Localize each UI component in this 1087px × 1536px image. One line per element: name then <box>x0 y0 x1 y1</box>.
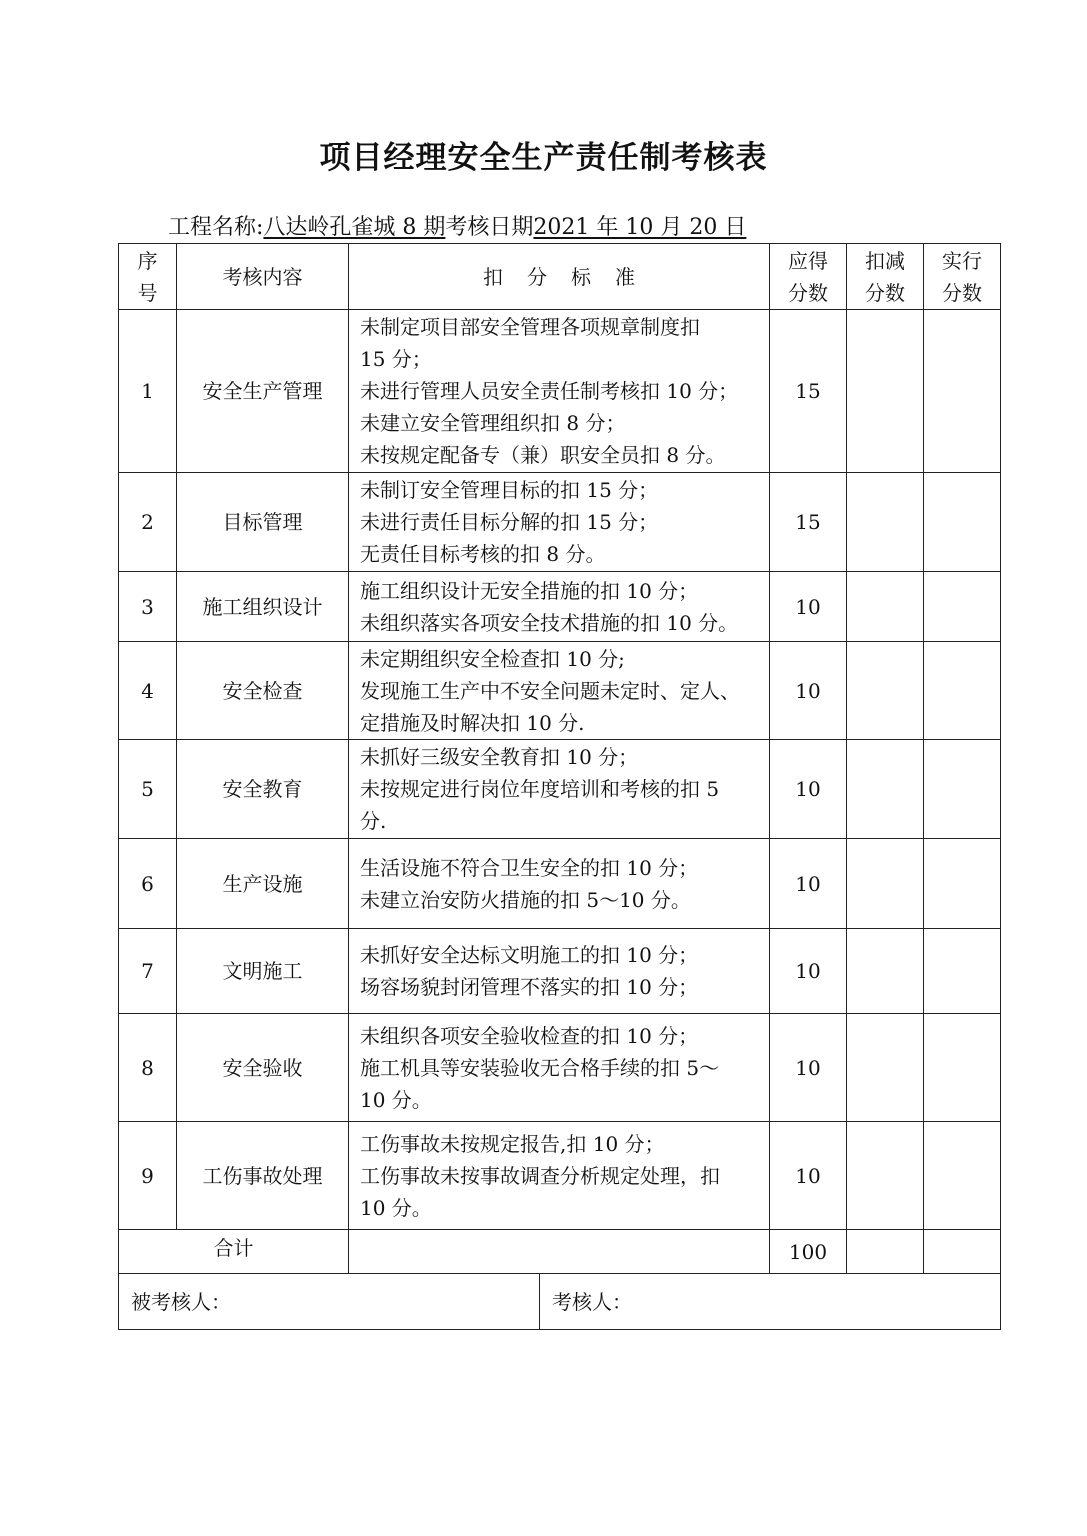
row-due-points: 10 <box>770 642 847 740</box>
signature-row <box>119 1274 1001 1330</box>
date-value: 2021 年 10 月 20 日 <box>533 215 747 240</box>
row-criteria <box>349 839 770 929</box>
row-due-points: 10 <box>770 929 847 1014</box>
total-points: 100 <box>770 1230 847 1274</box>
assessment-table <box>118 243 1001 1330</box>
row-seq: 5 <box>119 740 177 839</box>
row-actual-points <box>924 473 1001 572</box>
table-row <box>119 740 1001 839</box>
criteria-line: 发现施工生产中不安全问题未定时、定人、 <box>360 678 740 703</box>
table-row <box>119 310 1001 473</box>
table-row <box>119 572 1001 642</box>
criteria-line: 生活设施不符合卫生安全的扣 10 分； <box>360 855 699 880</box>
project-name: 八达岭孔雀城 8 期 <box>263 215 446 240</box>
row-seq: 6 <box>119 839 177 929</box>
table-row <box>119 642 1001 740</box>
criteria-line: 未制订安全管理目标的扣 15 分； <box>360 478 659 502</box>
table-row <box>119 1014 1001 1122</box>
row-content: 目标管理 <box>177 473 349 572</box>
criteria-line: 定措施及时解决扣 10 分. <box>360 710 585 735</box>
row-criteria <box>349 642 770 740</box>
criteria-line: 未建立安全管理组织扣 8 分； <box>360 411 626 435</box>
row-actual-points <box>924 572 1001 642</box>
total-label: 合计 <box>119 1230 349 1274</box>
header-due-points: 应得 分数 <box>770 244 847 310</box>
row-actual-points <box>924 1014 1001 1122</box>
criteria-line: 未按规定配备专（兼）职安全员扣 8 分。 <box>360 443 726 467</box>
row-criteria <box>349 473 770 572</box>
project-meta <box>168 210 746 241</box>
criteria-line: 未组织各项安全验收检查的扣 10 分； <box>360 1023 699 1048</box>
row-actual-points <box>924 1122 1001 1230</box>
criteria-line: 施工机具等安装验收无合格手续的扣 5～ <box>360 1055 720 1080</box>
total-actual-cell <box>924 1230 1001 1274</box>
row-deducted-points <box>847 642 924 740</box>
row-content: 文明施工 <box>177 929 349 1014</box>
criteria-line: 未按规定进行岗位年度培训和考核的扣 5 <box>360 777 720 801</box>
header-actual-points: 实行 分数 <box>924 244 1001 310</box>
total-standard-cell <box>349 1230 770 1274</box>
criteria-line: 未进行管理人员安全责任制考核扣 10 分； <box>360 379 739 403</box>
row-deducted-points <box>847 929 924 1014</box>
row-criteria <box>349 929 770 1014</box>
header-deducted-points: 扣减 分数 <box>847 244 924 310</box>
row-seq: 9 <box>119 1122 177 1230</box>
row-content: 安全教育 <box>177 740 349 839</box>
row-criteria <box>349 1014 770 1122</box>
project-label: 工程名称: <box>168 215 264 240</box>
row-due-points: 15 <box>770 310 847 473</box>
row-content: 安全生产管理 <box>177 310 349 473</box>
criteria-line: 未组织落实各项安全技术措施的扣 10 分。 <box>360 610 739 635</box>
row-content: 生产设施 <box>177 839 349 929</box>
criteria-line: 无责任目标考核的扣 8 分。 <box>360 542 606 566</box>
table-row <box>119 839 1001 929</box>
row-deducted-points <box>847 740 924 839</box>
total-deducted-cell <box>847 1230 924 1274</box>
criteria-line: 10 分。 <box>360 1087 432 1112</box>
header-seq: 序 号 <box>119 244 177 310</box>
assessee-signature: 被考核人： <box>119 1274 540 1329</box>
criteria-line: 15 分； <box>360 347 432 371</box>
row-criteria <box>349 310 770 473</box>
row-due-points: 10 <box>770 839 847 929</box>
row-deducted-points <box>847 572 924 642</box>
criteria-line: 未定期组织安全检查扣 10 分; <box>360 646 625 671</box>
row-due-points: 10 <box>770 572 847 642</box>
row-due-points: 10 <box>770 1014 847 1122</box>
row-deducted-points <box>847 839 924 929</box>
header-content: 考核内容 <box>177 244 349 310</box>
row-deducted-points <box>847 1014 924 1122</box>
total-row <box>119 1230 1001 1274</box>
row-content: 安全检查 <box>177 642 349 740</box>
criteria-line: 未制定项目部安全管理各项规章制度扣 <box>360 315 700 339</box>
row-seq: 2 <box>119 473 177 572</box>
assessor-signature: 考核人： <box>552 1289 632 1314</box>
table-row <box>119 929 1001 1014</box>
table-row <box>119 1122 1001 1230</box>
row-actual-points <box>924 929 1001 1014</box>
header-row <box>119 244 1001 310</box>
row-due-points: 10 <box>770 1122 847 1230</box>
row-seq: 3 <box>119 572 177 642</box>
row-seq: 7 <box>119 929 177 1014</box>
date-label: 考核日期 <box>445 215 534 240</box>
row-deducted-points <box>847 473 924 572</box>
criteria-line: 未抓好三级安全教育扣 10 分； <box>360 745 639 769</box>
row-criteria <box>349 1122 770 1230</box>
signature-area <box>119 1274 1000 1329</box>
row-content: 工伤事故处理 <box>177 1122 349 1230</box>
row-actual-points <box>924 310 1001 473</box>
row-seq: 4 <box>119 642 177 740</box>
row-due-points: 10 <box>770 740 847 839</box>
row-actual-points <box>924 839 1001 929</box>
criteria-line: 10 分。 <box>360 1195 432 1220</box>
criteria-line: 未抓好安全达标文明施工的扣 10 分； <box>360 943 699 967</box>
row-actual-points <box>924 642 1001 740</box>
row-actual-points <box>924 740 1001 839</box>
criteria-line: 未建立治安防火措施的扣 5～10 分。 <box>360 887 691 912</box>
table-row <box>119 473 1001 572</box>
row-criteria <box>349 740 770 839</box>
header-standard: 扣分标准 <box>349 244 770 310</box>
criteria-line: 分. <box>360 809 387 833</box>
criteria-line: 场容场貌封闭管理不落实的扣 10 分； <box>360 975 699 999</box>
row-seq: 8 <box>119 1014 177 1122</box>
page-title: 项目经理安全生产责任制考核表 <box>319 140 768 176</box>
row-deducted-points <box>847 310 924 473</box>
row-criteria <box>349 572 770 642</box>
criteria-line: 工伤事故未按事故调查分析规定处理，扣 <box>360 1163 720 1188</box>
criteria-line: 工伤事故未按规定报告,扣 10 分； <box>360 1131 665 1156</box>
row-due-points: 15 <box>770 473 847 572</box>
row-content: 施工组织设计 <box>177 572 349 642</box>
row-deducted-points <box>847 1122 924 1230</box>
criteria-line: 施工组织设计无安全措施的扣 10 分； <box>360 578 699 603</box>
criteria-line: 未进行责任目标分解的扣 15 分； <box>360 510 659 534</box>
row-seq: 1 <box>119 310 177 473</box>
row-content: 安全验收 <box>177 1014 349 1122</box>
